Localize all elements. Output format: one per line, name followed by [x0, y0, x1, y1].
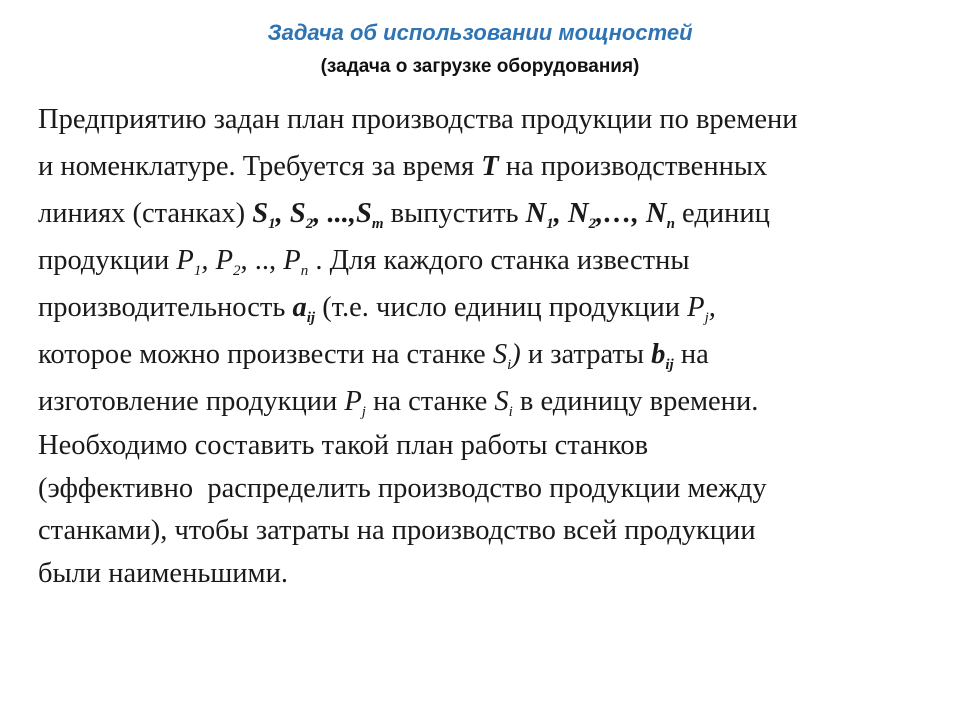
symbol-Nn: $N_n$ [645, 198, 675, 232]
symbol-Pj: $P_j$ [687, 292, 709, 326]
symbol-aij: $a_{ij}$ [292, 292, 316, 326]
text-line-3: линиях (станках) $S_1$, $S_2$, $...,S_m$ выпустить $N_1$, $N_2,\dots$, $N_n$ единиц [38, 198, 770, 232]
slide-subtitle: (задача о загрузке оборудования) [320, 56, 640, 77]
text-line-2: и номенклатуре. Требуется за время T на производственных [38, 151, 768, 182]
symbol-Si: $S_i$ [492, 339, 512, 373]
text-line-6: которое можно произвести на станке $S_i$) и затраты $b_{ij}$ на [38, 339, 709, 373]
text-line-10: станками), чтобы затраты на производство всей продукции [38, 515, 756, 546]
text-line-7: изготовление продукции $P_j$ на станке $S_i$ в единицу времени. [38, 386, 759, 420]
symbol-S1: $S_1$ [252, 198, 276, 232]
symbol-N1: $N_1$ [525, 198, 554, 232]
symbol-P1: $P_1$ [176, 245, 202, 279]
text-line-5: производительность $a_{ij}$ (т.е. число единиц продукции $P_j$, [38, 292, 716, 326]
symbol-P2: $P_2$ [215, 245, 241, 279]
symbol-N2: $N_2$ [568, 198, 597, 232]
slide-title: Задача об использовании мощностей [267, 20, 693, 45]
text-line-11: были наименьшими. [38, 557, 288, 589]
text-line-9: (эффективно распределить производство продукции между [38, 472, 767, 504]
symbol-Pn: $P_n$ [283, 245, 309, 279]
problem-statement [38, 96, 928, 595]
symbol-Sm: $S_m$ [355, 198, 384, 232]
symbol-Pj: $P_j$ [344, 386, 366, 420]
text-line-4: продукции $P_1$, $P_2$, .., $P_n$ . Для каждого станка известны [38, 245, 690, 279]
symbol-S2: $S_2$ [289, 198, 314, 232]
symbol-T: T [481, 151, 499, 182]
text-line-8: Необходимо составить такой план работы станков [38, 430, 649, 461]
symbol-Si: $S_i$ [494, 386, 513, 420]
text-line-1: Предприятию задан план производства продукции по времени [38, 104, 798, 135]
symbol-bij: $b_{ij}$ [651, 339, 674, 373]
